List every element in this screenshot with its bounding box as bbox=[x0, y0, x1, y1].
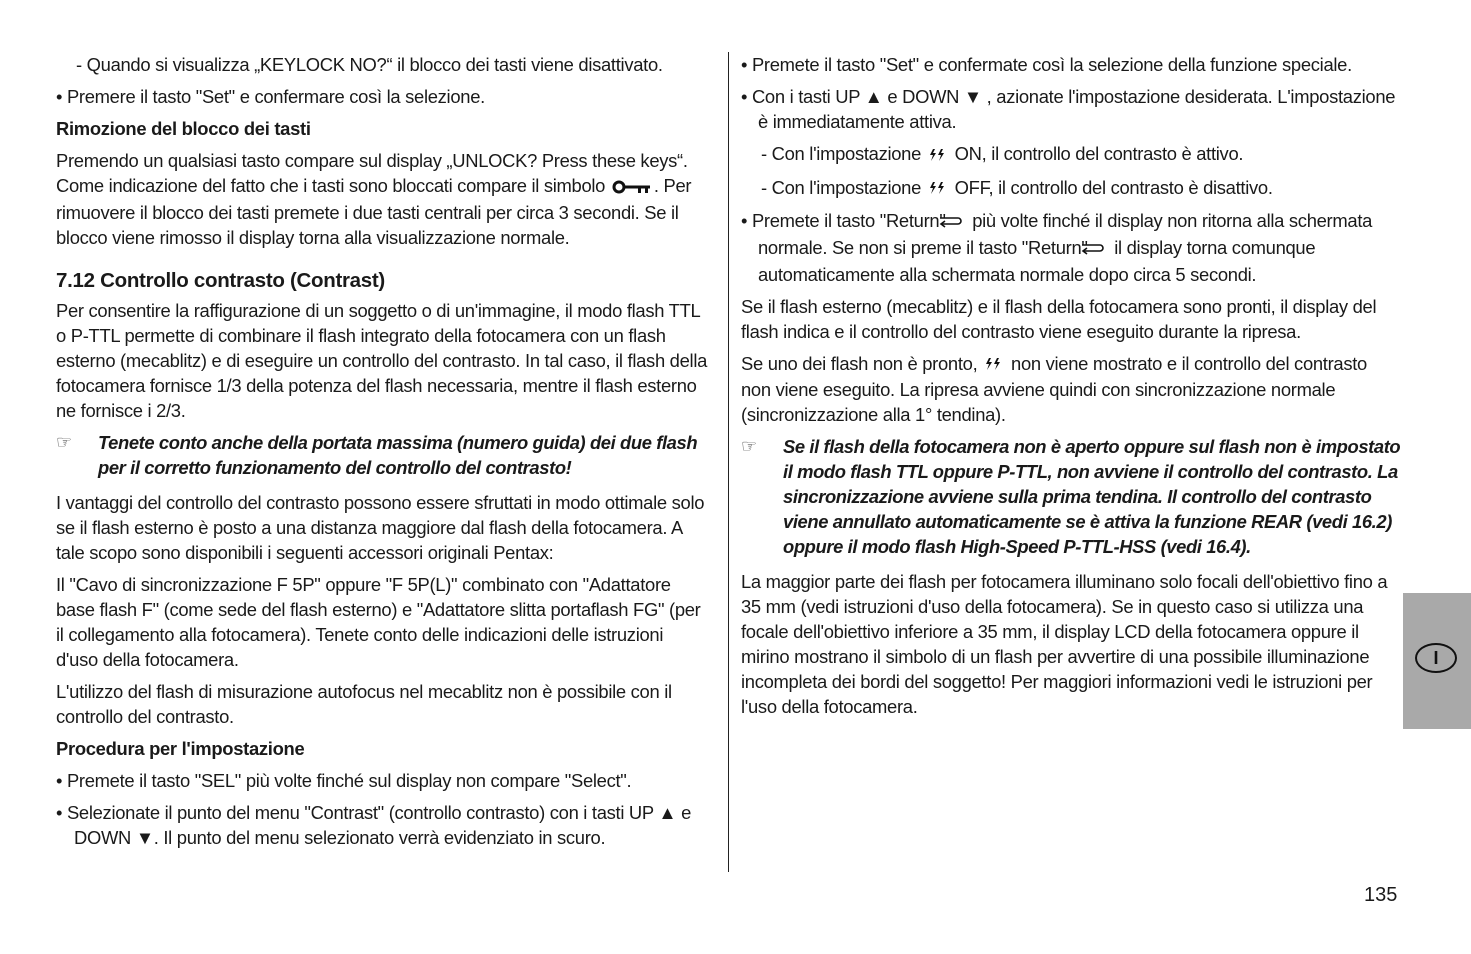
subitem-on bbox=[741, 141, 1401, 168]
bullet-confirm-set: • Premere il tasto "Set" e confermare così la selezione. bbox=[56, 86, 485, 107]
subitem-on-b: ON, il controllo del contrasto è attivo. bbox=[954, 143, 1244, 164]
note-text-2: Se il flash della fotocamera non è aperto oppure sul flash non è impostato il modo flash TTL oppure P-TTL, non avviene il controllo del contrasto. La sincronizzazione avviene sulla prima tendina. Il controllo del contrasto viene annullato automaticamente se è attiva la funzione REAR (vedi 16.2) oppure il modo flash High-Speed P-TTL-HSS (vedi 16.4). bbox=[783, 436, 1401, 558]
contrast-flash-icon bbox=[929, 176, 947, 201]
bullet-confirm-special: • Premete il tasto "Set" e confermate così la selezione della funzione speciale. bbox=[741, 54, 1352, 75]
keylock-note: - Quando si visualizza „KEYLOCK NO?“ il blocco dei tasti viene disattivato. bbox=[76, 54, 663, 75]
unlock-text-b: . Per rimuovere il blocco dei tasti premete i due tasti centrali per circa 3 secondi. Se il blocco viene rimosso il display torna alla visualizzazione normale. bbox=[56, 175, 692, 248]
subitem-off bbox=[741, 175, 1401, 202]
key-lock-icon bbox=[612, 175, 652, 200]
subheading-procedure: Procedura per l'impostazione bbox=[56, 737, 305, 759]
bullet-return bbox=[741, 208, 1401, 286]
page-number: 135 bbox=[1364, 884, 1398, 906]
paragraph-af-flash: L'utilizzo del flash di misurazione autofocus nel mecablitz non è possibile con il controllo del contrasto. bbox=[56, 680, 672, 727]
not-ready-text-b: non viene mostrato e il controllo del contrasto non viene eseguito. La ripresa avviene quindi con sincronizzazione normale (sincronizzazione alla 1° tendina). bbox=[741, 352, 1367, 426]
return-text-b: più volte finché il display non ritorna alla schermata normale. Se non si preme il tasto "Return" bbox=[758, 210, 1373, 258]
subheading-remove-lock: Rimozione del blocco dei tasti bbox=[56, 118, 311, 139]
right-column bbox=[741, 52, 1401, 726]
pointing-hand-icon: ☞ bbox=[56, 431, 72, 452]
subitem-off-a: - Con l'impostazione bbox=[761, 176, 922, 198]
section-heading-contrast: 7.12 Controllo contrasto (Contrast) bbox=[56, 268, 385, 292]
left-column bbox=[56, 52, 708, 857]
paragraph-flash-not-ready bbox=[741, 351, 1401, 428]
subitem-off-b: OFF, il controllo del contrasto è disattivo. bbox=[954, 176, 1273, 198]
column-divider bbox=[728, 52, 729, 872]
not-ready-text-a: Se uno dei flash non è pronto, bbox=[741, 352, 978, 374]
return-arrow-icon bbox=[953, 210, 964, 235]
language-letter: I bbox=[1415, 643, 1457, 673]
note-text-1: Tenete conto anche della portata massima (numero guida) dei due flash per il corretto funzionamento del controllo del contrasto! bbox=[98, 431, 698, 478]
return-text-a: • Premete il tasto "Return" bbox=[741, 210, 946, 232]
paragraph-advantages: I vantaggi del controllo del contrasto possono essere sfruttati in modo ottimale solo se il flash esterno è posto a una distanza maggiore dal flash della fotocamera. A tale scopo sono disponibili i seguenti accessori originali Pentax: bbox=[56, 491, 705, 563]
paragraph-unlock bbox=[56, 148, 708, 250]
return-text-c: il display torna comunque automaticamente alla schermata normale dopo circa 5 secondi. bbox=[758, 236, 1316, 285]
bullet-sel: • Premete il tasto "SEL" più volte finché sul display non compare "Select". bbox=[56, 769, 632, 791]
contrast-flash-icon bbox=[929, 143, 947, 168]
bullet-up-down: • Con i tasti UP ▲ e DOWN ▼ , azionate l'impostazione desiderata. L'impostazione è immediatamente attiva. bbox=[741, 86, 1396, 132]
return-arrow-icon bbox=[1095, 237, 1106, 262]
bullet-select-contrast: • Selezionate il punto del menu "Contrast" (controllo contrasto) con i tasti UP ▲ e DOWN ▼. Il punto del menu selezionato verrà evidenziato in scuro. bbox=[56, 801, 691, 848]
pointing-hand-icon: ☞ bbox=[741, 436, 757, 457]
paragraph-accessories: Il "Cavo di sincronizzazione F 5P" oppure "F 5P(L)" combinato con "Adattatore base flash F" (come sede del flash esterno) e "Adattatore slitta portaflash FG" (per il collegamento alla fotocamera). Tenete conto delle indicazioni delle istruzioni d'uso della fotocamera. bbox=[56, 573, 701, 670]
note-block-1 bbox=[56, 430, 708, 480]
paragraph-focal-length: La maggior parte dei flash per fotocamera illuminano solo focali dell'obiettivo fino a 35 mm (vedi istruzioni d'uso della fotocamera). Se in questo caso si utilizza una focale dell'obiettivo inferiore a 35 mm, il display LCD della fotocamera oppure il mirino mostrano il simbolo di un flash per avvertire di una possibile illuminazione incompleta dei bordi del soggetto! Per maggiori informazioni vedi le istruzioni per l'uso della fotocamera. bbox=[741, 571, 1388, 718]
paragraph-flash-ready: Se il flash esterno (mecablitz) e il flash della fotocamera sono pronti, il display del flash indica e il controllo del contrasto viene eseguito durante la ripresa. bbox=[741, 295, 1377, 342]
unlock-text-a: Premendo un qualsiasi tasto compare sul display „UNLOCK? Press these keys“. Come indicazione del fatto che i tasti sono bloccati compare il simbolo bbox=[56, 150, 688, 196]
paragraph-contrast-intro: Per consentire la raffigurazione di un soggetto o di un'immagine, il modo flash TTL o P-TTL permette di combinare il flash integrato della fotocamera con un flash esterno (mecablitz) e di eseguire un controllo del contrasto. In tal caso, il flash della fotocamera fornisce 1/3 della potenza del flash necessaria, mentre il flash esterno ne fornisce i 2/3. bbox=[56, 299, 708, 421]
subitem-on-a: - Con l'impostazione bbox=[761, 143, 922, 164]
language-side-tab bbox=[1403, 593, 1471, 729]
contrast-flash-icon bbox=[985, 352, 1003, 377]
note-block-2 bbox=[741, 434, 1401, 559]
